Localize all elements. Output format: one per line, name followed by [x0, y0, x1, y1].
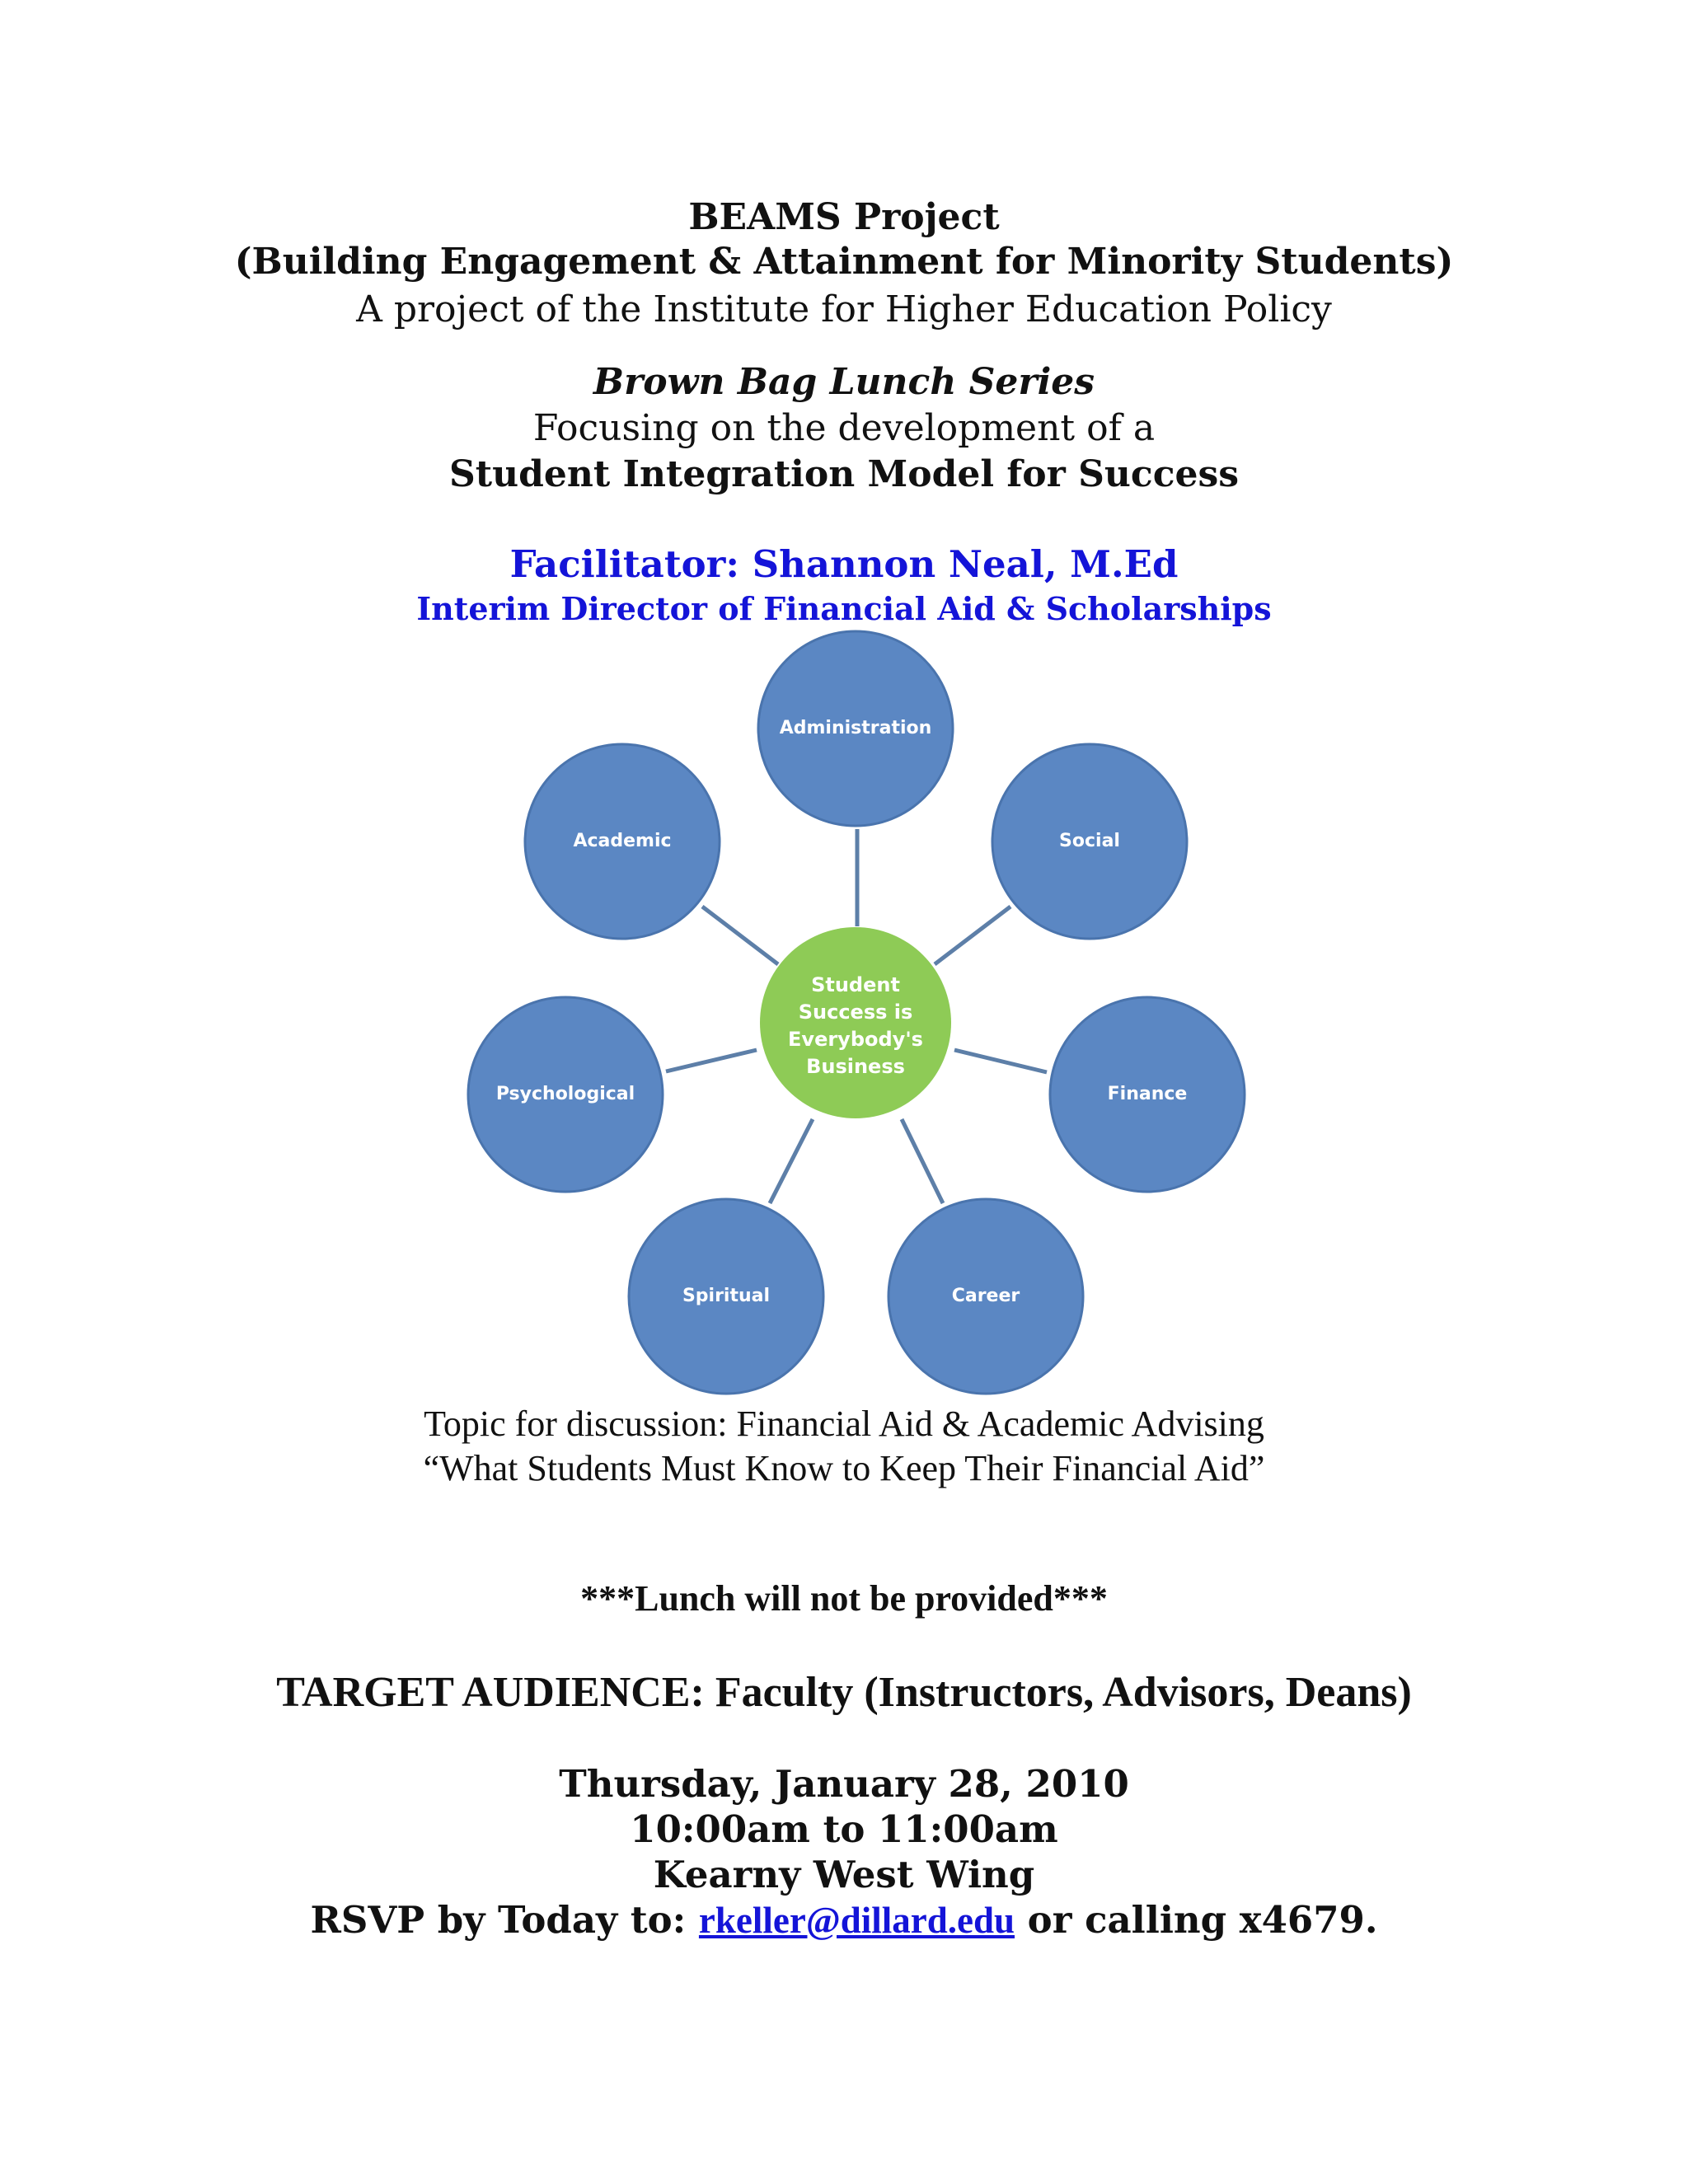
connector-social: [935, 907, 1010, 964]
node-career-label: Career: [951, 1286, 1020, 1306]
document-subtitle: (Building Engagement & Attainment for Minority Students): [234, 241, 1454, 283]
target-audience: TARGET AUDIENCE: Faculty (Instructors, Advisors, Deans): [276, 1669, 1412, 1716]
discussion-quote: “What Students Must Know to Keep Their Financial Aid”: [423, 1448, 1265, 1488]
event-date: Thursday, January 28, 2010: [559, 1762, 1129, 1806]
facilitator-name: Facilitator: Shannon Neal, M.Ed: [509, 542, 1179, 586]
node-social-label: Social: [1059, 831, 1120, 851]
center-label-line-4: Business: [806, 1055, 905, 1078]
focusing-line: Focusing on the development of a: [532, 407, 1156, 449]
connector-career: [902, 1119, 943, 1203]
rsvp-suffix: or calling x4679.: [1015, 1898, 1378, 1942]
node-finance: [1050, 997, 1245, 1192]
discussion-topic: Topic for discussion: Financial Aid & Academic Advising: [424, 1404, 1264, 1444]
node-psychological-label: Psychological: [495, 1084, 635, 1104]
document-title: BEAMS Project: [688, 196, 1000, 238]
event-location: Kearny West Wing: [653, 1853, 1035, 1896]
node-academic: [525, 744, 720, 939]
connector-academic: [702, 907, 778, 964]
node-career: [889, 1199, 1083, 1394]
node-finance-label: Finance: [1107, 1084, 1188, 1104]
node-administration: [758, 631, 953, 826]
center-label-line-1: Student: [811, 973, 900, 996]
node-spiritual-label: Spiritual: [682, 1286, 771, 1306]
node-social: [992, 744, 1187, 939]
node-administration-label: Administration: [779, 718, 932, 738]
center-node: [760, 927, 951, 1118]
facilitator-title: Interim Director of Financial Aid & Scholarships: [416, 590, 1272, 627]
rsvp-email-link[interactable]: rkeller@dillard.edu: [698, 1900, 1015, 1941]
node-spiritual: [629, 1199, 823, 1394]
center-label-line-2: Success is: [798, 1001, 913, 1024]
connector-finance: [954, 1050, 1047, 1072]
center-label-line-3: Everybody's: [788, 1028, 923, 1051]
series-name: Brown Bag Lunch Series: [593, 361, 1095, 403]
rsvp-line: [0, 1898, 1688, 1942]
connector-spiritual: [770, 1119, 813, 1203]
connector-psychological: [666, 1050, 757, 1071]
rsvp-prefix: RSVP by Today to:: [310, 1898, 699, 1942]
institute-line: A project of the Institute for Higher Education Policy: [356, 288, 1332, 330]
node-academic-label: Academic: [573, 831, 672, 851]
event-time: 10:00am to 11:00am: [630, 1807, 1058, 1851]
lunch-notice: ***Lunch will not be provided***: [580, 1578, 1108, 1619]
node-psychological: [468, 997, 663, 1192]
model-name: Student Integration Model for Success: [448, 453, 1240, 495]
